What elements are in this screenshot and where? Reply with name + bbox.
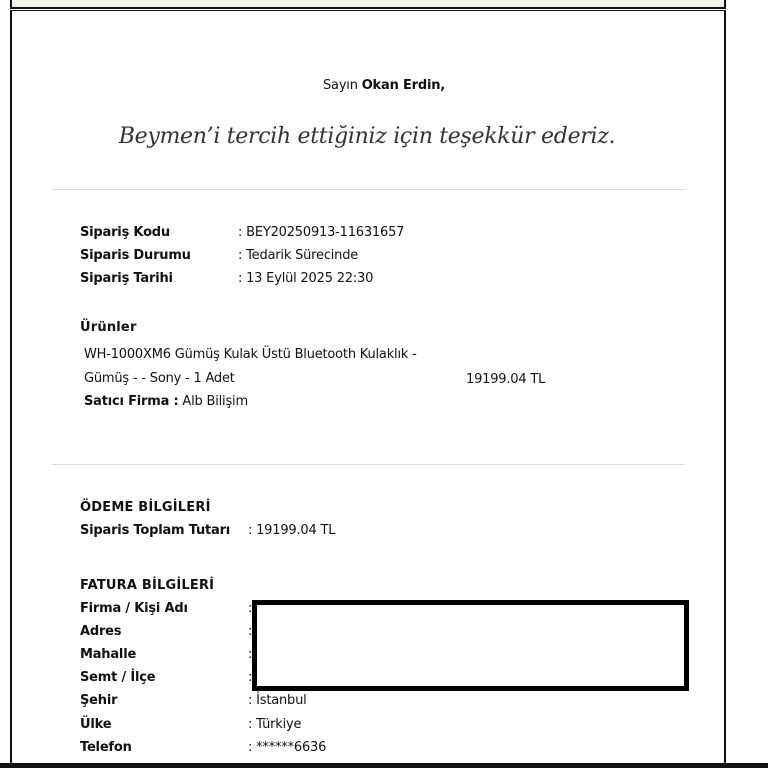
order-total-value: : 19199.04 TL xyxy=(248,523,336,538)
invoice-address-label: Adres xyxy=(80,624,122,639)
top-strip xyxy=(10,0,726,9)
order-status-row xyxy=(80,248,191,263)
customer-name: Okan Erdin, xyxy=(361,78,445,93)
bottom-border xyxy=(0,763,768,768)
thanks-message: Beymen’i tercih ettiğiniz için teşekkür ederiz. xyxy=(118,124,616,149)
order-code-value: : BEY20250913-11631657 xyxy=(238,225,405,240)
order-date-label: Sipariş Tarihi xyxy=(80,271,173,286)
seller-row xyxy=(84,394,248,409)
order-total-row xyxy=(80,523,230,538)
order-date-value: : 13 Eylül 2025 22:30 xyxy=(238,271,374,286)
invoice-title: FATURA BİLGİLERİ xyxy=(80,578,215,593)
greeting-prefix: Sayın xyxy=(323,78,358,93)
order-date-row xyxy=(80,271,173,286)
divider xyxy=(52,464,685,465)
invoice-district-value: : xyxy=(248,670,253,685)
order-status-value: : Tedarik Sürecinde xyxy=(238,248,359,263)
products-title: Ürünler xyxy=(80,320,137,335)
invoice-city-value: : İstanbul xyxy=(248,693,307,708)
invoice-name-value: : xyxy=(248,601,253,616)
invoice-district-label: Semt / İlçe xyxy=(80,670,156,685)
payment-title: ÖDEME BİLGİLERİ xyxy=(80,500,211,515)
product-name-line2: Gümüş - - Sony - 1 Adet xyxy=(84,371,235,386)
invoice-name-label: Firma / Kişi Adı xyxy=(80,601,188,616)
invoice-phone-label: Telefon xyxy=(80,740,132,755)
invoice-city-label: Şehir xyxy=(80,693,118,708)
order-total-label: Siparis Toplam Tutarı xyxy=(80,523,231,538)
invoice-neighborhood-label: Mahalle xyxy=(80,647,137,662)
order-code-label: Sipariş Kodu xyxy=(80,225,170,240)
invoice-neighborhood-value: : xyxy=(248,647,253,662)
invoice-country-label: Ülke xyxy=(80,717,112,732)
invoice-country-value: : Türkiye xyxy=(248,717,302,732)
product-price: 19199.04 TL xyxy=(466,372,546,387)
order-status-label: Siparis Durumu xyxy=(80,248,191,263)
greeting xyxy=(0,78,768,93)
invoice-address-value: : xyxy=(248,624,253,639)
product-name-line1: WH-1000XM6 Gümüş Kulak Üstü Bluetooth Kulaklık - xyxy=(84,347,417,362)
divider xyxy=(52,189,685,190)
redaction-box xyxy=(252,600,689,691)
order-code-row xyxy=(80,225,170,240)
invoice-phone-value: : ******6636 xyxy=(248,740,327,755)
seller-name: Alb Bilişim xyxy=(182,394,248,409)
seller-label: Satıcı Firma : xyxy=(84,394,179,409)
